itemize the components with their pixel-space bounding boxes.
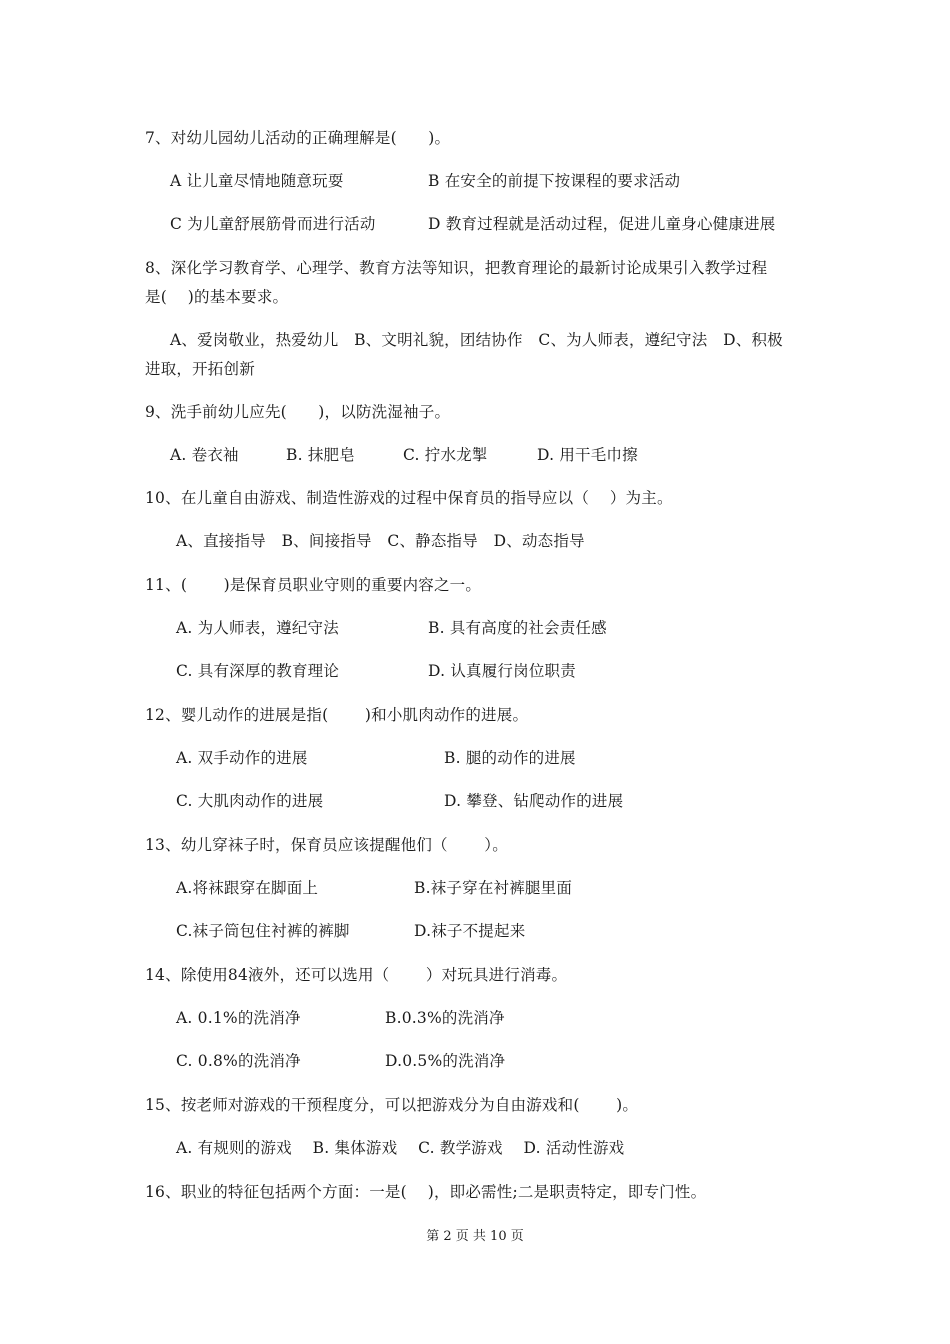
question-7-option-c: C 为儿童舒展筋骨而进行活动: [170, 215, 376, 233]
question-13-option-d: D.袜子不提起来: [414, 922, 526, 940]
question-8-stem-line1: 8、深化学习教育学、心理学、教育方法等知识，把教育理论的最新讨论成果引入教学过程: [145, 259, 768, 277]
question-12-option-b: B. 腿的动作的进展: [444, 749, 576, 767]
question-9-option-c: C. 拧水龙掣: [403, 446, 488, 464]
question-12-option-a: A. 双手动作的进展: [176, 749, 308, 767]
question-11-stem: 11、( )是保育员职业守则的重要内容之一。: [145, 576, 482, 594]
question-11-option-a: A. 为人师表，遵纪守法: [176, 619, 339, 637]
question-15-stem: 15、按老师对游戏的干预程度分，可以把游戏分为自由游戏和( )。: [145, 1096, 639, 1114]
question-7-option-b: B 在安全的前提下按课程的要求活动: [428, 172, 681, 190]
question-7-option-d: D 教育过程就是活动过程，促进儿童身心健康进展: [428, 215, 776, 233]
question-9-option-b: B. 抹肥皂: [286, 446, 355, 464]
question-14-option-d: D.0.5%的洗消净: [385, 1052, 506, 1070]
question-9-option-d: D. 用干毛巾擦: [537, 446, 638, 464]
question-13-option-c: C.袜子筒包住衬裤的裤脚: [176, 922, 350, 940]
page-number-footer: 第 2 页 共 10 页: [426, 1229, 524, 1244]
question-12-option-d: D. 攀登、钻爬动作的进展: [444, 792, 624, 810]
question-15-options: A. 有规则的游戏 B. 集体游戏 C. 教学游戏 D. 活动性游戏: [176, 1139, 625, 1157]
question-14-option-b: B.0.3%的洗消净: [385, 1009, 505, 1027]
question-14-option-c: C. 0.8%的洗消净: [176, 1052, 301, 1070]
question-8-stem-line2: 是( )的基本要求。: [145, 288, 289, 306]
question-10-options: A、直接指导 B、间接指导 C、静态指导 D、动态指导: [176, 532, 585, 550]
question-16-stem: 16、职业的特征包括两个方面：一是( )，即必需性;二是职责特定，即专门性。: [145, 1183, 707, 1201]
question-8-options-line2: 进取，开拓创新: [145, 360, 255, 378]
question-11-option-d: D. 认真履行岗位职责: [428, 662, 576, 680]
question-9-stem: 9、洗手前幼儿应先( )，以防洗湿袖子。: [145, 403, 451, 421]
question-8-options-line1: A、爱岗敬业，热爱幼儿 B、文明礼貌，团结协作 C、为人师表，遵纪守法 D、积极: [170, 331, 783, 349]
question-13-stem: 13、幼儿穿袜子时，保育员应该提醒他们（ ）。: [145, 836, 508, 854]
question-11-option-b: B. 具有高度的社会责任感: [428, 619, 607, 637]
question-7-stem: 7、对幼儿园幼儿活动的正确理解是( )。: [145, 129, 451, 147]
question-13-option-a: A.将袜跟穿在脚面上: [176, 879, 319, 897]
question-10-stem: 10、在儿童自由游戏、制造性游戏的过程中保育员的指导应以（ ）为主。: [145, 489, 673, 507]
question-7-option-a: A 让儿童尽情地随意玩耍: [170, 172, 344, 190]
question-14-stem: 14、除使用84液外，还可以选用（ ）对玩具进行消毒。: [145, 966, 568, 984]
question-14-option-a: A. 0.1%的洗消净: [176, 1009, 301, 1027]
question-11-option-c: C. 具有深厚的教育理论: [176, 662, 340, 680]
question-9-option-a: A. 卷衣袖: [170, 446, 239, 464]
question-12-option-c: C. 大肌肉动作的进展: [176, 792, 324, 810]
question-12-stem: 12、婴儿动作的进展是指( )和小肌肉动作的进展。: [145, 706, 529, 724]
question-13-option-b: B.袜子穿在衬裤腿里面: [414, 879, 573, 897]
